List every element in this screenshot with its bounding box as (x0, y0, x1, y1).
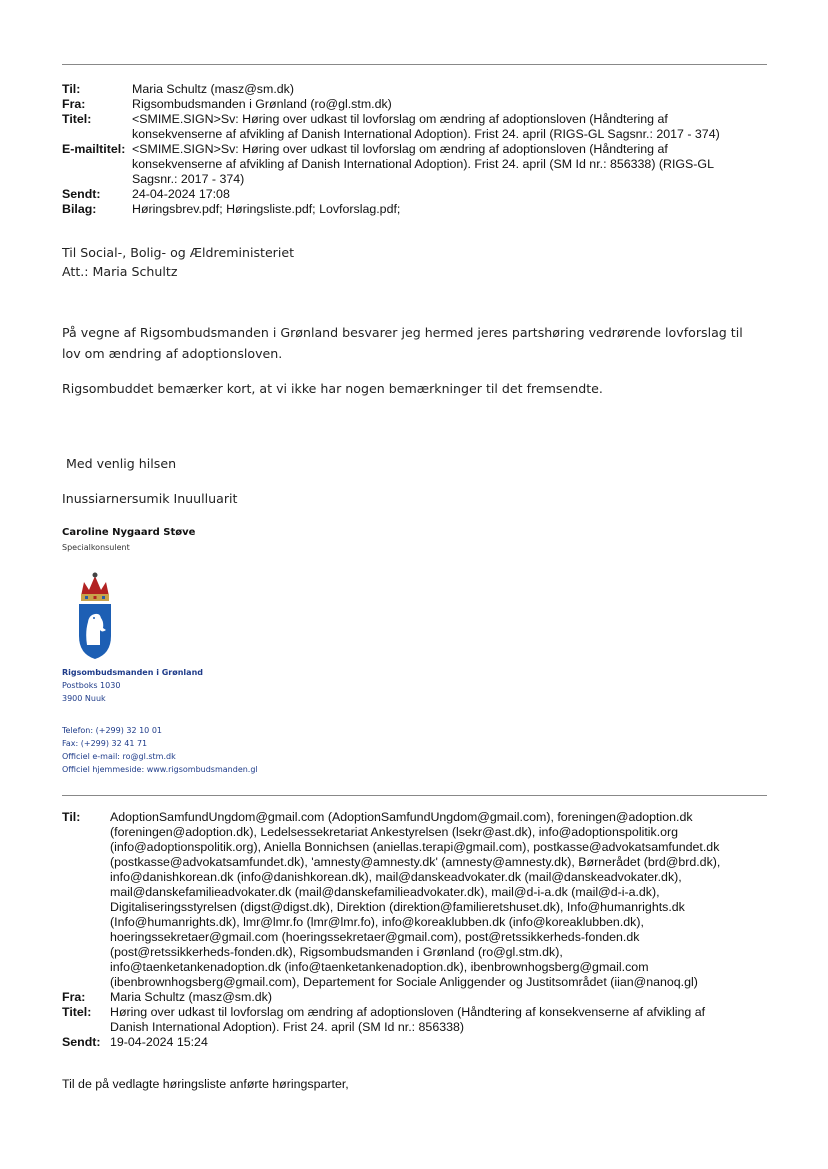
signature-name: Caroline Nygaard Støve (62, 527, 196, 538)
recipient-line: info@danishkorean.dk (info@danishkorean.dk), mail@danskeadvokater.dk (mail@danskeadvokater.dk), (110, 870, 682, 884)
letter-paragraph-2: Rigsombuddet bemærker kort, at vi ikke har nogen bemærkninger til det fremsendte. (62, 381, 603, 396)
shield-icon (79, 604, 111, 659)
sent-label: Sendt: (62, 1035, 101, 1049)
title-value (132, 112, 772, 142)
recipient-line: info@taenketankenadoption.dk (info@taenketankenadoption.dk), ibenbrownhogsberg@gmail.com (110, 960, 649, 974)
title-line: Danish International Adoption). Frist 24. april (SM Id nr.: 856338) (110, 1020, 465, 1034)
attachments-value[interactable]: Høringsbrev.pdf; Høringsliste.pdf; Lovforslag.pdf; (132, 202, 401, 216)
recipient-line: (ibenbrownhogsberg@gmail.com), Departement for Sociale Anliggender og Justitsområdet (iian@nanoq.gl) (110, 975, 698, 989)
to-label: Til: (62, 82, 81, 96)
recipient-line: Digitaliseringsstyrelsen (digst@digst.dk), Direktion (direktion@familieretshuset.dk), Info@humanrights.dk (110, 900, 685, 914)
title-label: Titel: (62, 1005, 92, 1019)
from-label: Fra: (62, 990, 86, 1004)
title-line: Høring over udkast til lovforslag om ændring af adoptionsloven (Håndtering af konsekvenserne af afvikling af (110, 1005, 706, 1019)
letter-recipient: Til Social-, Bolig- og Ældreministeriet (62, 245, 295, 260)
greeting: Med venlig hilsen (66, 456, 177, 471)
from-label: Fra: (62, 97, 86, 111)
signature-role: Specialkonsulent (62, 543, 130, 552)
signature-org: Rigsombudsmanden i Grønland (62, 668, 203, 677)
to-value: Maria Schultz (masz@sm.dk) (132, 82, 294, 96)
emailtitle-value (132, 142, 772, 187)
from-value: Rigsombudsmanden i Grønland (ro@gl.stm.dk) (132, 97, 392, 111)
from-value: Maria Schultz (masz@sm.dk) (110, 990, 272, 1004)
to-label: Til: (62, 810, 81, 824)
signature-fax: Fax: (+299) 32 41 71 (62, 739, 148, 748)
letter-paragraph-1 (62, 322, 743, 364)
emailtitle-label: E-mailtitel: (62, 142, 126, 156)
crown-icon (81, 573, 109, 602)
signature-address-1: Postboks 1030 (62, 681, 121, 690)
recipient-line: (post@retssikkerheds-fonden.dk), Rigsombudsmanden i Grønland (ro@gl.stm.dk), (110, 945, 563, 959)
recipient-line: (Info@humanrights.dk), lmr@lmr.fo (lmr@lmr.fo), info@koreaklubben.dk (info@koreaklubben.dk), (110, 915, 644, 929)
closing-line: Til de på vedlagte høringsliste anførte høringsparter, (62, 1077, 349, 1091)
title-line: <SMIME.SIGN>Sv: Høring over udkast til lovforslag om ændring af adoptionsloven (Håndtering af (132, 112, 668, 126)
signature-email[interactable]: Officiel e-mail: ro@gl.stm.dk (62, 752, 176, 761)
recipient-line: AdoptionSamfundUngdom@gmail.com (AdoptionSamfundUngdom@gmail.com), foreningen@adoption.dk (110, 810, 693, 824)
letter-att: Att.: Maria Schultz (62, 264, 178, 279)
emailtitle-line: <SMIME.SIGN>Sv: Høring over udkast til lovforslag om ændring af adoptionsloven (Håndtering af (132, 142, 668, 156)
greeting-greenlandic: Inussiarnersumik Inuulluarit (62, 491, 238, 506)
recipient-line: (postkasse@advokatsamfundet.dk), 'amnesty@amnesty.dk' (amnesty@amnesty.dk), Børnerådet (brd@brd.dk), (110, 855, 721, 869)
signature-website[interactable]: Officiel hjemmeside: www.rigsombudsmanden.gl (62, 765, 258, 774)
sent-value: 19-04-2024 15:24 (110, 1035, 208, 1049)
sent-label: Sendt: (62, 187, 101, 201)
recipient-line: mail@danskefamilieadvokater.dk (mail@danskefamilieadvokater.dk), mail@d-i-a.dk (mail@d-i-a.dk), (110, 885, 660, 899)
recipient-line: (foreningen@adoption.dk), Ledelsessekretariat Ankestyrelsen (lsekr@ast.dk), info@adoptionspolitik.org (110, 825, 679, 839)
attachments-label: Bilag: (62, 202, 97, 216)
emailtitle-line: Sagsnr.: 2017 - 374) (132, 172, 245, 186)
sent-value: 24-04-2024 17:08 (132, 187, 230, 201)
signature-block (62, 527, 195, 552)
title-value (110, 1005, 772, 1035)
emailtitle-line: konsekvenserne af afvikling af Danish International Adoption). Frist 24. april (SM Id nr.: 856338) (RIGS-GL (132, 157, 714, 171)
signature-phone: Telefon: (+299) 32 10 01 (62, 726, 162, 735)
to-recipient-list (110, 810, 772, 990)
recipient-line: (info@adoptionspolitik.org), Aniella Bonnichsen (aniellas.terapi@gmail.com), postkasse@advokatsamfundet.dk (110, 840, 720, 854)
signature-address-2: 3900 Nuuk (62, 694, 106, 703)
email-header-original (62, 810, 772, 1050)
paragraph-line: lov om ændring af adoptionsloven. (62, 346, 283, 361)
email-header-reply (62, 82, 772, 217)
title-label: Titel: (62, 112, 92, 126)
mid-divider (62, 795, 767, 796)
top-divider (62, 64, 767, 65)
coat-of-arms-logo (76, 570, 114, 660)
paragraph-line: På vegne af Rigsombudsmanden i Grønland besvarer jeg hermed jeres partshøring vedrørende lovforslag til (62, 325, 743, 340)
recipient-line: hoeringssekretaer@gmail.com (hoeringssekretaer@gmail.com), post@retssikkerheds-fonden.dk (110, 930, 640, 944)
title-line: konsekvenserne af afvikling af Danish International Adoption). Frist 24. april (RIGS-GL Sagsnr.: 2017 - 374) (132, 127, 720, 141)
